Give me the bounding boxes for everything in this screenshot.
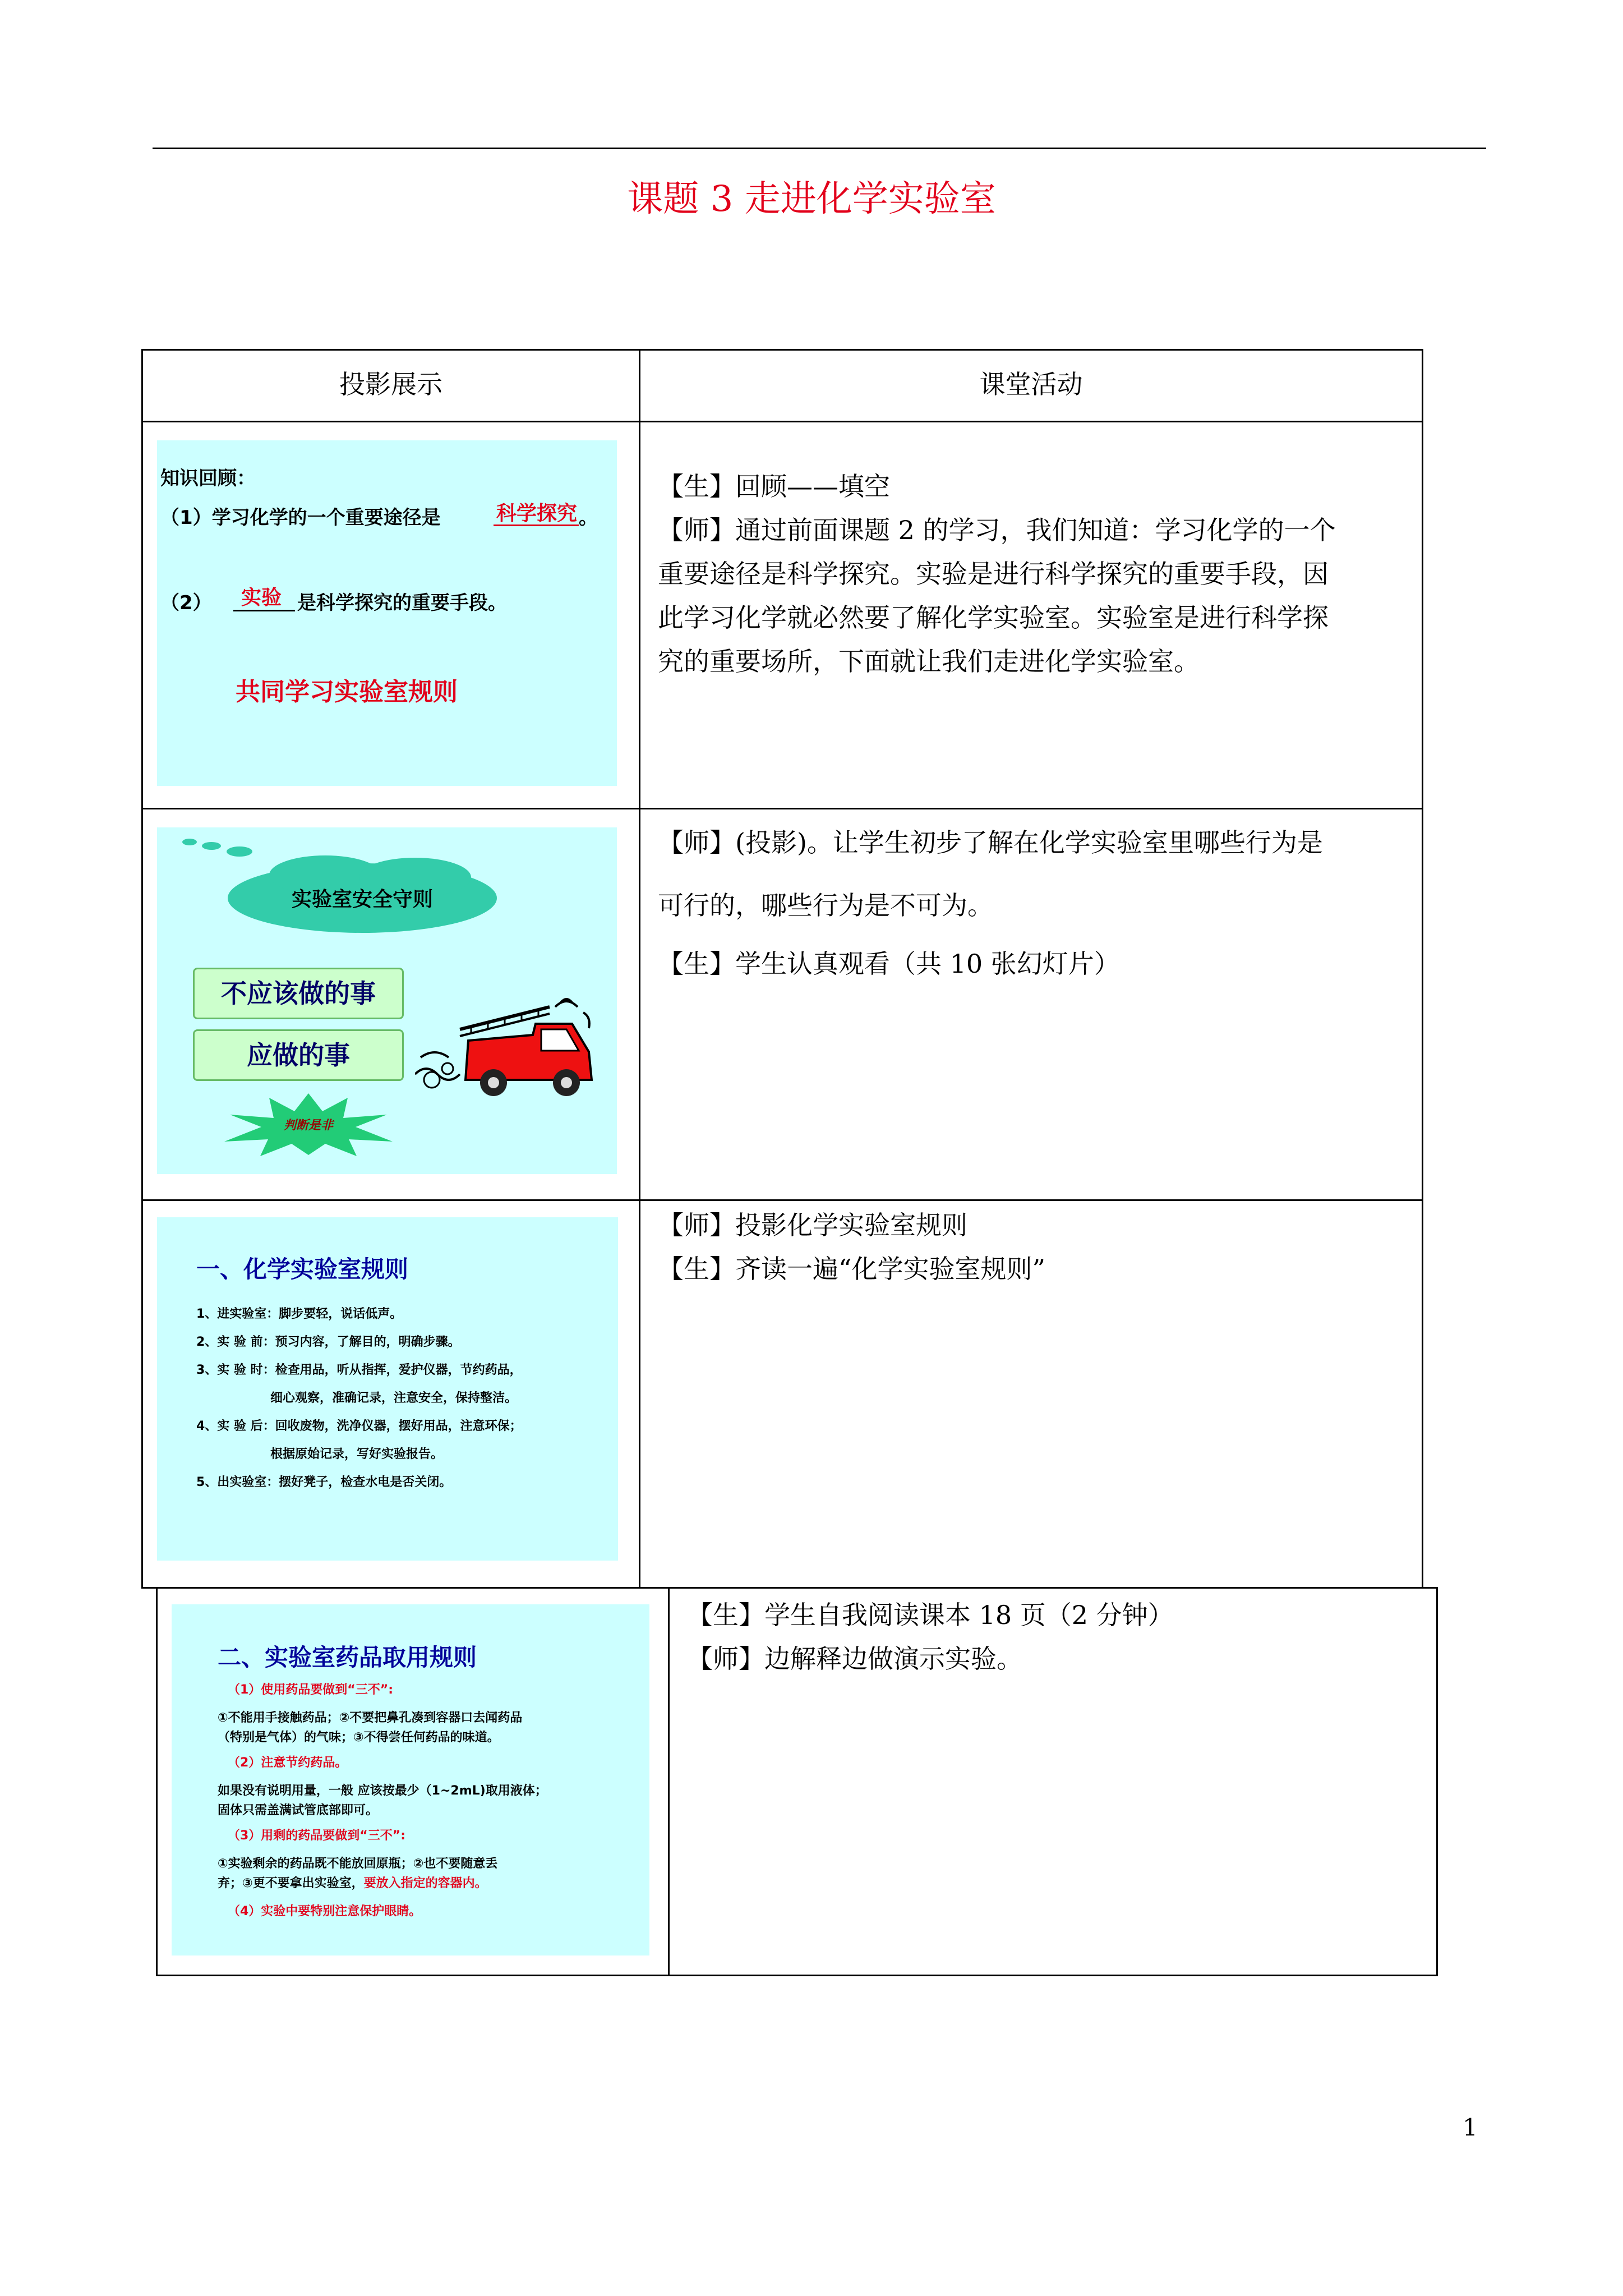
slide-heading: 一、化学实验室规则: [196, 1255, 409, 1283]
activity-line: 【师】通过前面课题 2 的学习，我们知道：学习化学的一个: [658, 515, 1336, 545]
rule-line: 如果没有说明用量，一般 应该按最少（1~2mL)取用液体；: [218, 1784, 547, 1798]
activity-row4: [687, 1593, 1427, 1681]
slide-safety-rules: [157, 827, 617, 1174]
slide-lab-rules: [157, 1217, 618, 1561]
activity-line: 【师】投影化学实验室规则: [658, 1210, 967, 1240]
row-divider: [143, 808, 1422, 809]
rule-subheading: （3）用剩的药品要做到“三不”:: [228, 1829, 406, 1843]
activity-row2: [658, 821, 1409, 986]
scroll-should-do: 应做的事: [193, 1029, 404, 1081]
cloud-label: 实验室安全守则: [291, 888, 433, 911]
answer-underline: [494, 524, 579, 526]
slide-line: 是科学探究的重要手段。: [297, 592, 507, 614]
rule-line: ①不能用手接触药品；②不要把鼻孔凑到容器口去闻药品: [218, 1711, 523, 1725]
row-divider: [143, 1199, 1422, 1201]
slide-line: （1）学习化学的一个重要途径是: [160, 507, 441, 529]
rule-line: 4、实 验 后：回收废物，洗净仪器，摆好用品，注意环保；: [196, 1419, 522, 1433]
scroll-dont-do: 不应该做的事: [193, 968, 404, 1019]
rule-line: 固体只需盖满试管底部即可。: [218, 1803, 379, 1818]
rule-line: 3、实 验 时：检查用品，听从指挥，爱护仪器，节约药品，: [196, 1363, 522, 1377]
activity-line: 【生】学生认真观看（共 10 张幻灯片）: [658, 949, 1120, 979]
rule-line: 2、实 验 前：预习内容，了解目的，明确步骤。: [196, 1335, 460, 1349]
rule-line: 细心观察，准确记录，注意安全，保持整洁。: [196, 1391, 518, 1405]
rule-line: 5、出实验室：摆好凳子，检查水电是否关闭。: [196, 1475, 452, 1489]
lesson-table: [141, 349, 1423, 1589]
activity-row3: [658, 1203, 1409, 1291]
cloud-puff: [227, 846, 252, 857]
lesson-table-continued: [156, 1587, 1438, 1976]
rule-subheading: （4）实验中要特别注意保护眼睛。: [228, 1904, 422, 1918]
activity-row1: [658, 464, 1409, 683]
activity-line: 【师】(投影)。让学生初步了解在化学实验室里哪些行为是: [658, 827, 1323, 858]
document-title: 课题 3 走进化学实验室: [627, 178, 996, 220]
rule-line: [218, 1874, 487, 1891]
fire-truck-icon: [415, 990, 606, 1102]
rule-line: 根据原始记录，写好实验报告。: [196, 1447, 444, 1461]
slide-heading: 二、实验室药品取用规则: [218, 1644, 477, 1671]
slide-line: 。: [579, 507, 598, 529]
slide-knowledge-review: [157, 440, 617, 786]
rule-text-highlight: 要放入指定的容器内。: [363, 1876, 487, 1890]
slide-chemical-rules: [172, 1604, 649, 1955]
slide-emphasis: 共同学习实验室规则: [236, 678, 458, 706]
activity-line: 究的重要场所，下面就让我们走进化学实验室。: [658, 646, 1200, 677]
header-projection: 投影展示: [339, 369, 442, 399]
column-divider: [639, 351, 640, 1587]
answer-text: 实验: [241, 586, 282, 609]
rule-subheading: （2）注意节约药品。: [228, 1756, 348, 1770]
slide-heading: 知识回顾：: [160, 467, 256, 490]
rule-line: （特别是气体）的气味；③不得尝任何药品的味道。: [218, 1731, 500, 1745]
activity-line: 【生】回顾——填空: [658, 471, 890, 501]
page-number: 1: [1463, 2114, 1478, 2141]
rule-line: ①实验剩余的药品既不能放回原瓶；②也不要随意丢: [218, 1857, 498, 1871]
rule-text: 弃；③更不要拿出实验室，: [218, 1876, 364, 1890]
activity-line: 可行的，哪些行为是不可为。: [658, 890, 993, 921]
rule-subheading: （1）使用药品要做到“三不”:: [228, 1683, 394, 1697]
activity-line: 此学习化学就必然要了解化学实验室。实验室是进行科学探: [658, 602, 1329, 633]
cloud-puff: [202, 842, 221, 850]
header-activity: 课堂活动: [979, 369, 1083, 399]
activity-line: 【生】学生自我阅读课本 18 页（2 分钟）: [687, 1600, 1174, 1630]
slide-line: （2）: [160, 592, 212, 614]
burst-label: 判断是非: [283, 1119, 333, 1133]
activity-line: 【师】边解释边做演示实验。: [687, 1644, 1022, 1674]
row-divider: [143, 421, 1422, 422]
column-divider: [668, 1589, 670, 1975]
activity-line: 重要途径是科学探究。实验是进行科学探究的重要手段，因: [658, 559, 1329, 589]
header-rule: [153, 148, 1486, 149]
answer-underline: [233, 610, 295, 611]
activity-line: 【生】齐读一遍“化学实验室规则”: [658, 1254, 1046, 1284]
rule-line: 1、进实验室：脚步要轻，说话低声。: [196, 1307, 403, 1321]
answer-text: 科学探究: [496, 502, 578, 525]
cloud-puff: [182, 839, 197, 845]
